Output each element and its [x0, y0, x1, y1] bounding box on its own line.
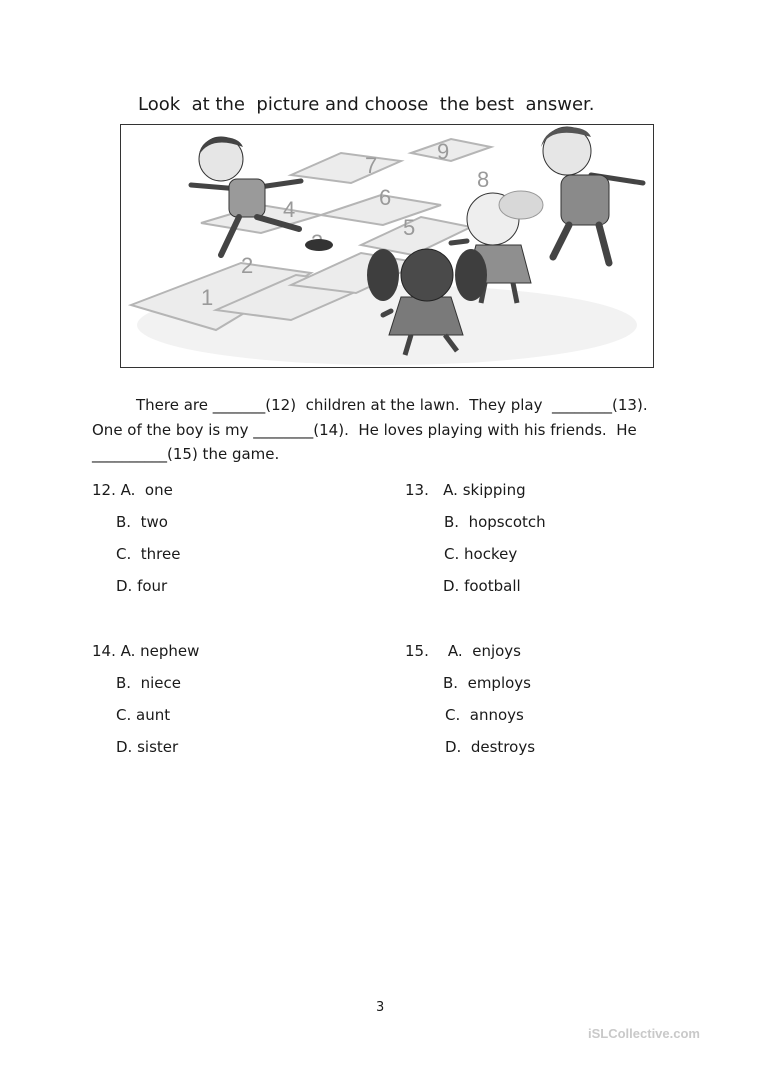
q13-option-d: D. football	[443, 577, 521, 595]
passage-line: __________(15) the game.	[92, 445, 280, 463]
hopscotch-picture	[120, 124, 654, 368]
court-number: 8	[477, 167, 490, 192]
watermark: iSLCollective.com	[588, 1026, 700, 1041]
q14-option-b: B. niece	[116, 674, 181, 692]
q14-option-a: 14. A. nephew	[92, 642, 200, 660]
court-number: 4	[283, 197, 296, 222]
court-number: 1	[201, 285, 214, 310]
q15-option-d: D. destroys	[445, 738, 536, 756]
boy-running-figure	[541, 127, 643, 263]
q15-option-b: B. employs	[443, 674, 531, 692]
q15-option-a: 15. A. enjoys	[405, 642, 522, 660]
q15-option-c: C. annoys	[445, 706, 524, 724]
q14-option-d: D. sister	[116, 738, 179, 756]
court-number: 6	[379, 185, 392, 210]
court-number: 9	[437, 139, 450, 164]
hopscotch-illustration	[121, 125, 653, 367]
passage-line: One of the boy is my ________(14). He loves playing with his friends. He	[92, 420, 637, 439]
court-number: 7	[365, 153, 378, 178]
q13-option-a: 13. A. skipping	[405, 481, 526, 499]
q13-option-b: B. hopscotch	[444, 513, 546, 531]
q12-option-c: C. three	[116, 545, 181, 563]
q13-option-c: C. hockey	[444, 545, 518, 563]
page-number: 3	[376, 1000, 385, 1015]
instruction-heading: Look at the picture and choose the best answer.	[138, 94, 595, 115]
q12-option-d: D. four	[116, 577, 168, 595]
passage-line: There are _______(12) children at the lawn. They play ________(13).	[136, 396, 648, 414]
court-number: 2	[241, 253, 254, 278]
q12-option-b: B. two	[116, 513, 168, 531]
q12-option-a: 12. A. one	[92, 481, 173, 499]
passage	[92, 393, 692, 467]
q14-option-c: C. aunt	[116, 706, 171, 724]
court-number: 5	[403, 215, 416, 240]
